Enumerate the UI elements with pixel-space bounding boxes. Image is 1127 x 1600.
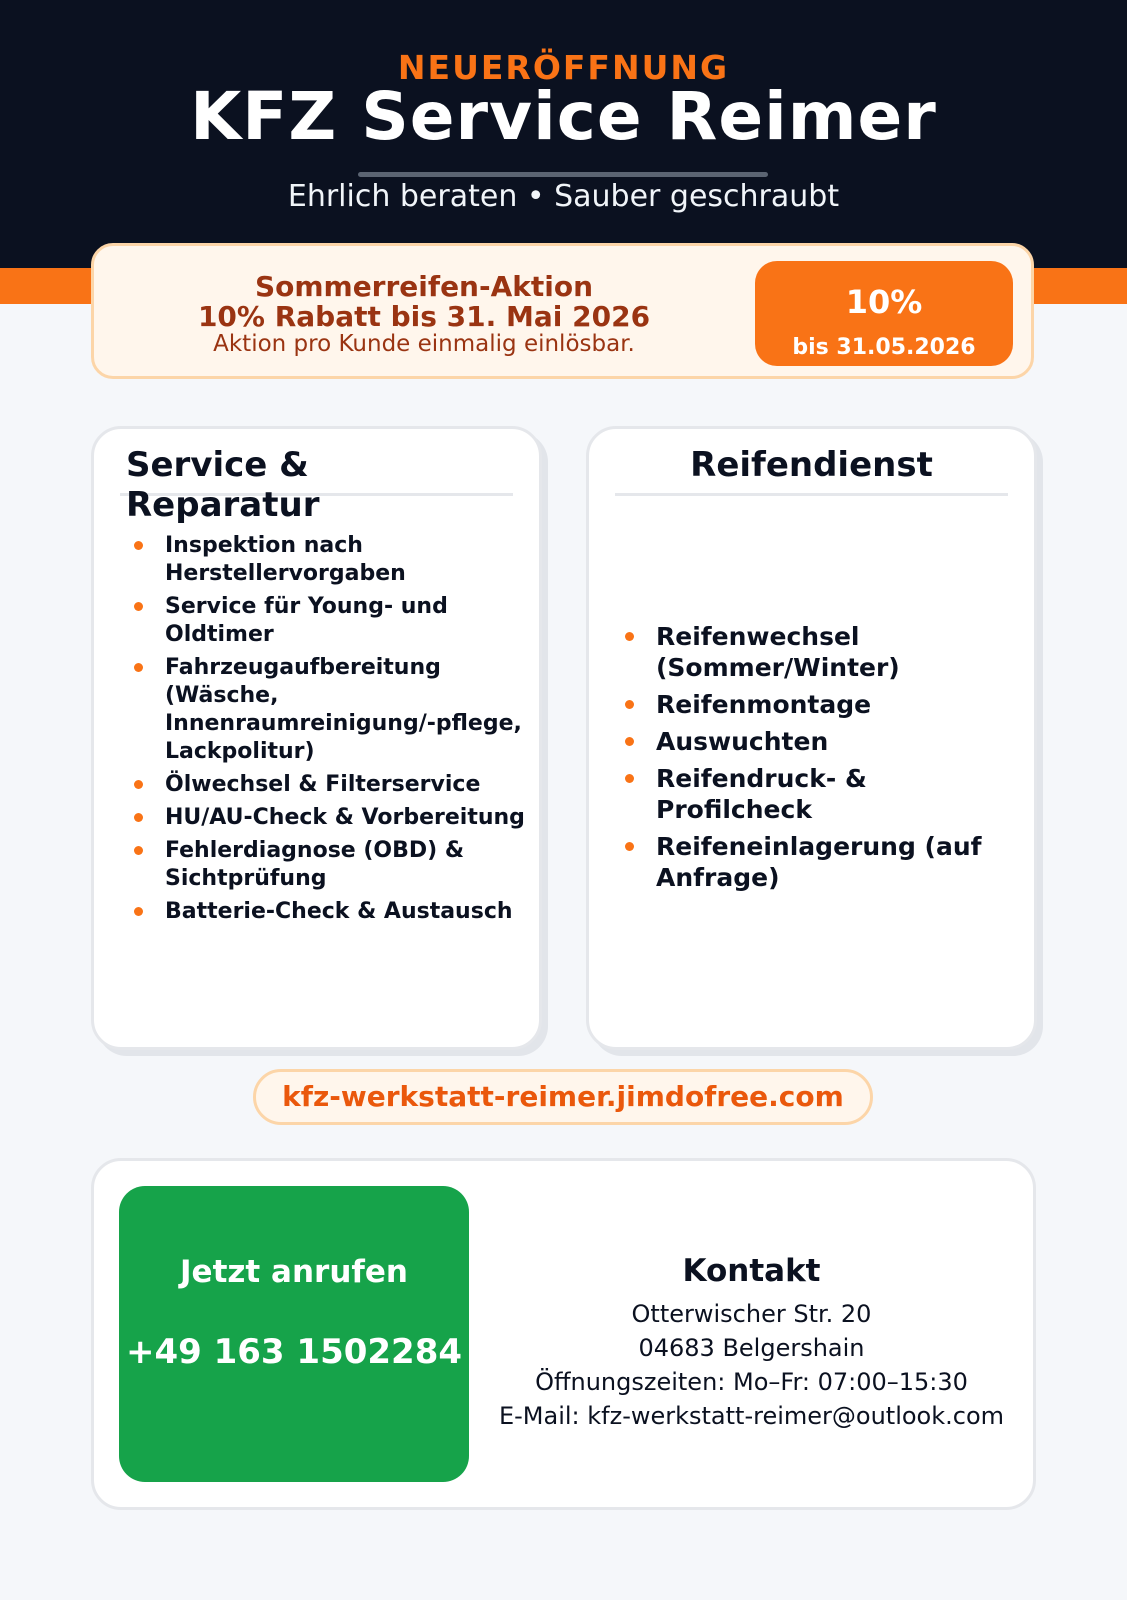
promo-text <box>94 272 754 356</box>
list-item <box>122 837 552 893</box>
tire-list <box>613 621 1023 899</box>
promo-headline-2: 10% Rabatt bis 31. Mai 2026 <box>197 300 651 333</box>
list-item <box>122 532 552 588</box>
contact-title: Kontakt <box>682 1253 821 1289</box>
list-item-text: Reifenwechsel (Sommer/Winter) <box>656 622 900 682</box>
list-item <box>122 771 552 799</box>
list-item-text: Ölwechsel & Filterservice <box>165 772 481 797</box>
service-card-title: Service & Reparatur <box>120 445 513 496</box>
list-item-text: Reifenmontage <box>656 690 872 719</box>
list-item-text: Auswuchten <box>656 727 829 756</box>
list-item <box>613 621 1023 683</box>
service-list <box>122 532 552 931</box>
list-item <box>613 689 1023 720</box>
bullet-icon <box>134 813 143 822</box>
contact-email[interactable]: E-Mail: kfz-werkstatt-reimer@outlook.com <box>498 1402 1005 1430</box>
bullet-icon <box>134 780 143 789</box>
phone-number: +49 163 1502284 <box>125 1332 463 1372</box>
accent-band-right <box>1032 268 1127 304</box>
bullet-icon <box>134 846 143 855</box>
list-item <box>122 593 552 649</box>
list-item <box>122 898 552 926</box>
list-item-text: Service für Young- und Oldtimer <box>165 594 448 647</box>
call-button-label: Jetzt anrufen <box>180 1254 408 1290</box>
tire-card <box>586 426 1037 1050</box>
discount-percent: 10% <box>845 283 923 321</box>
list-item-text: Reifeneinlagerung (auf Anfrage) <box>656 832 982 892</box>
bullet-icon <box>625 842 634 851</box>
list-item-text: HU/AU-Check & Vorbereitung <box>165 805 525 830</box>
tagline: Ehrlich beraten • Sauber geschraubt <box>287 179 840 214</box>
bullet-icon <box>625 632 634 641</box>
website-link[interactable]: kfz-werkstatt-reimer.jimdofree.com <box>253 1069 873 1125</box>
list-item <box>613 763 1023 825</box>
list-item <box>613 831 1023 893</box>
call-button[interactable] <box>119 1186 469 1482</box>
bullet-icon <box>134 663 143 672</box>
list-item-text: Fahrzeugaufbereitung (Wäsche, Innenraumreinigung/-pflege, Lackpolitur) <box>165 655 522 764</box>
contact-street: Otterwischer Str. 20 <box>631 1300 872 1328</box>
bullet-icon <box>134 602 143 611</box>
discount-badge <box>755 261 1013 366</box>
list-item-text: Reifendruck- & Profilcheck <box>656 764 867 824</box>
page-title: KFZ Service Reimer <box>190 78 937 155</box>
opening-hours: Öffnungszeiten: Mo–Fr: 07:00–15:30 <box>535 1368 968 1396</box>
list-item-text: Inspektion nach Herstellervorgaben <box>165 533 406 586</box>
promo-headline-1: Sommerreifen-Aktion <box>254 270 594 303</box>
title-divider <box>358 172 768 177</box>
bullet-icon <box>625 700 634 709</box>
bullet-icon <box>134 541 143 550</box>
discount-valid-until: bis 31.05.2026 <box>792 335 976 360</box>
bullet-icon <box>625 737 634 746</box>
contact-card <box>91 1158 1036 1510</box>
promo-note: Aktion pro Kunde einmalig einlösbar. <box>213 331 635 357</box>
bullet-icon <box>134 907 143 916</box>
promo-banner <box>91 243 1034 379</box>
service-card <box>91 426 542 1050</box>
bullet-icon <box>625 774 634 783</box>
list-item-text: Fehlerdiagnose (OBD) & Sichtprüfung <box>165 838 465 891</box>
opening-kicker: NEUERÖFFNUNG <box>397 48 730 87</box>
contact-city: 04683 Belgershain <box>638 1334 865 1362</box>
list-item <box>122 804 552 832</box>
list-item <box>613 726 1023 757</box>
accent-band-left <box>0 268 95 304</box>
tire-card-title: Reifendienst <box>615 445 1008 496</box>
list-item-text: Batterie-Check & Austausch <box>165 899 513 924</box>
contact-info <box>489 1253 1014 1433</box>
list-item <box>122 654 552 766</box>
